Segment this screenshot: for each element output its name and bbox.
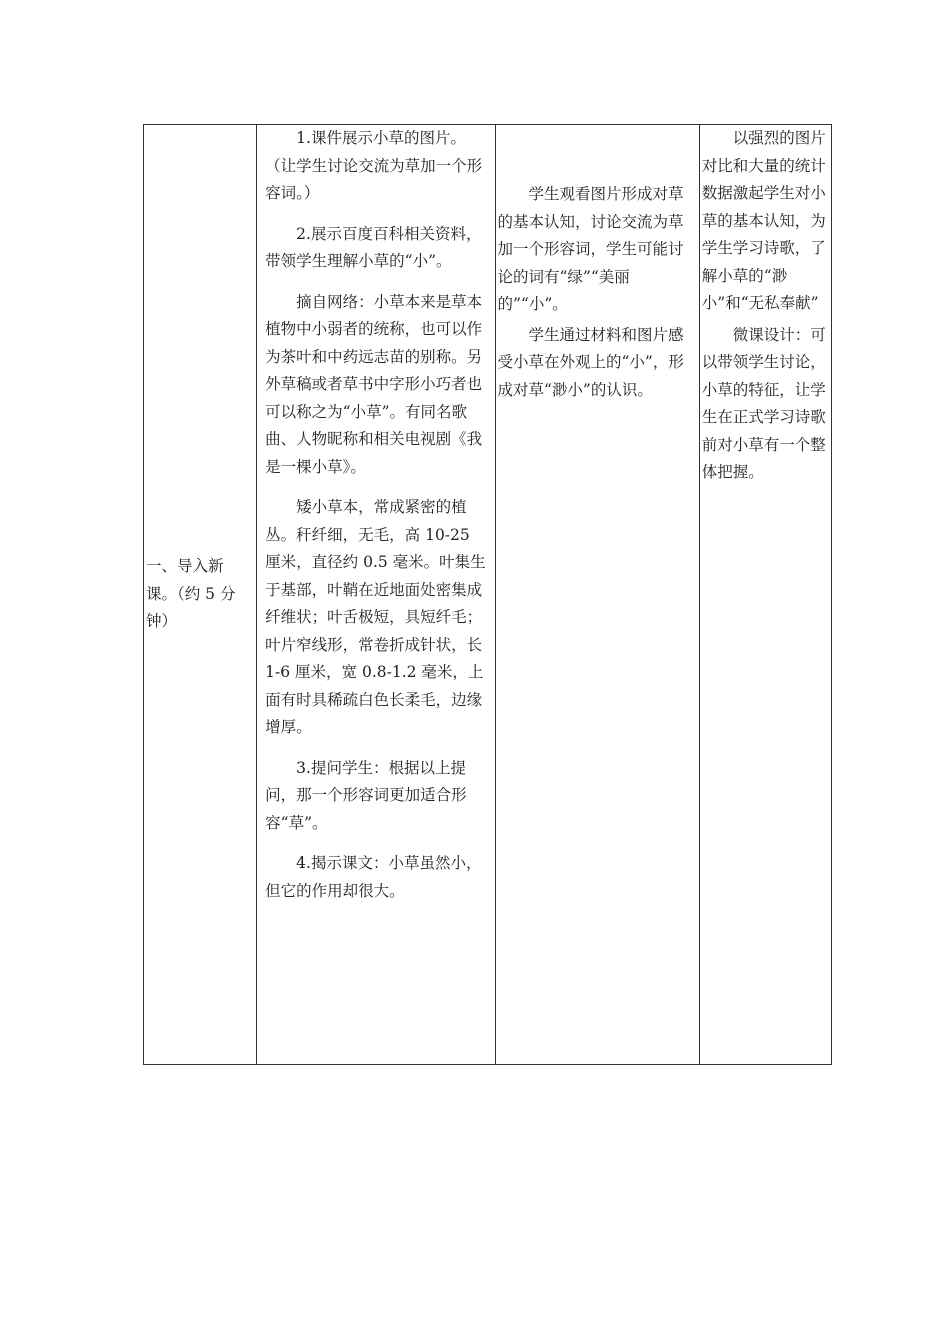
teacher-description: 矮小草本，常成紧密的植丛。秆纤细，无毛，高 10-25 厘米，直径约 0.5 毫米。叶集生于基部，叶鞘在近地面处密集成纤维状；叶舌极短，具短纤毛；叶片窄线形，常卷折成针状，长 1-6 厘米，宽 0.8-1.2 毫米，上面有时具稀疏白色长柔毛，边缘增厚。 [265,498,486,736]
table-row [144,125,832,1065]
student-activity-1: 学生观看图片形成对草的基本认知，讨论交流为草加一个形容词，学生可能讨论的词有“绿”“美丽的”“小”。 [497,185,684,313]
student-activity-2: 学生通过材料和图片感受小草在外观上的“小”，形成对草“渺小”的认识。 [497,325,684,399]
teacher-step-4: 4.揭示课文：小草虽然小，但它的作用却很大。 [265,854,482,900]
lesson-plan-table [143,124,832,1065]
teacher-step-2: 2.展示百度百科相关资料，带领学生理解小草的“小”。 [265,224,482,270]
section-title: 一、导入新课。（约 5 分钟） [146,557,236,631]
teacher-step-1: 1.课件展示小草的图片。（让学生讨论交流为草加一个形容词。） [265,129,483,202]
design-intent-1: 以强烈的图片对比和大量的统计数据激起学生对小草的基本认知，为学生学习诗歌，了解小草的“渺小”和“无私奉献” [701,129,826,312]
student-activity-cell [495,125,699,1065]
design-intent-2: 微课设计：可以带领学生讨论，小草的特征，让学生在正式学习诗歌前对小草有一个整体把握。 [701,325,826,481]
section-title-cell [144,125,257,1065]
teacher-excerpt: 摘自网络：小草本来是草本植物中小弱者的统称，也可以作为茶叶和中药远志苗的别称。另外草稿或者草书中字形小巧者也可以称之为“小草”。有同名歌曲、人物昵称和相关电视剧《我是一棵小草》。 [265,292,483,476]
teacher-step-3: 3.提问学生：根据以上提问，那一个形容词更加适合形容“草”。 [265,758,467,832]
design-intent-cell [699,125,831,1065]
teacher-activity-cell [257,125,495,1065]
